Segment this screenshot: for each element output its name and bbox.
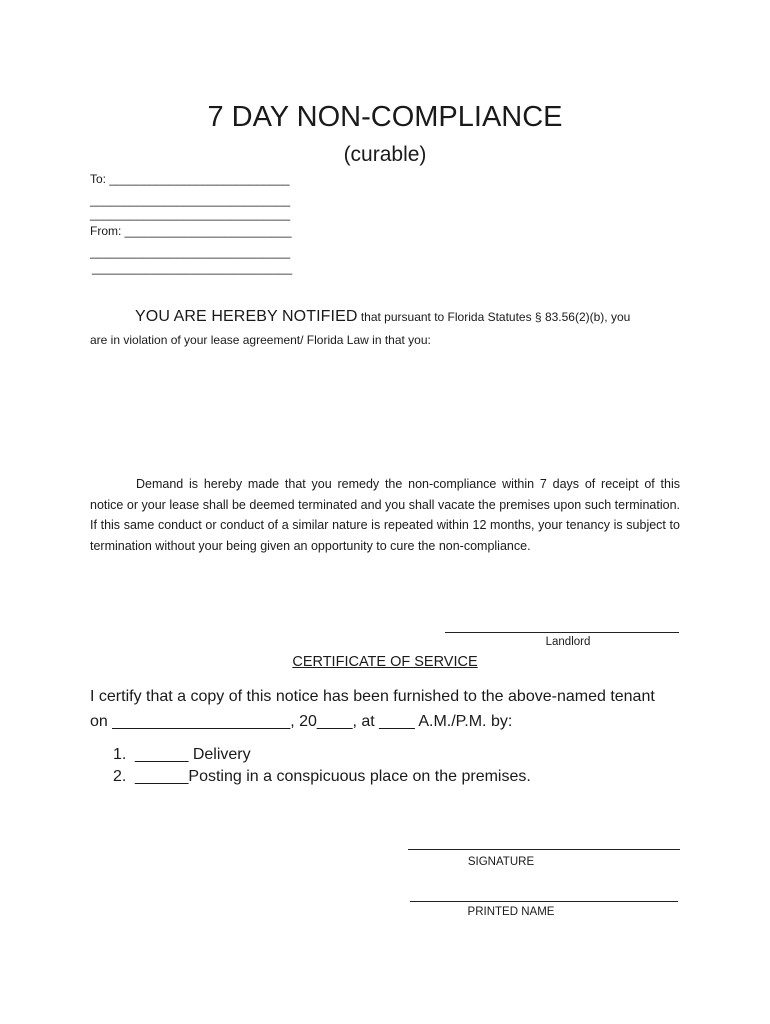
from-line: From: _________________________: [90, 224, 292, 238]
item-number: 2.: [113, 768, 127, 785]
notice-line-2: are in violation of your lease agreement/ Florida Law in that you:: [90, 333, 431, 347]
from-line-3: ______________________________: [92, 261, 293, 275]
certificate-heading: CERTIFICATE OF SERVICE: [292, 654, 478, 670]
document-title: 7 DAY NON-COMPLIANCE: [207, 101, 563, 133]
signature-label: SIGNATURE: [467, 856, 535, 868]
notice-lead: YOU ARE HEREBY NOTIFIED: [135, 308, 358, 325]
service-method-item: [113, 744, 573, 766]
to-line-2: ______________________________: [90, 193, 291, 207]
service-method-item: [113, 766, 573, 788]
item-number: 1.: [113, 746, 127, 763]
from-line-2: ______________________________: [90, 245, 291, 259]
document-subtitle: (curable): [343, 143, 427, 166]
certificate-line-1: I certify that a copy of this notice has been furnished to the above-named tenant: [90, 688, 655, 705]
item-text: ______ Delivery: [135, 746, 251, 763]
to-line-3: ______________________________: [90, 207, 291, 221]
landlord-label: Landlord: [545, 636, 591, 648]
demand-paragraph: Demand is hereby made that you remedy the non-compliance within 7 days of receipt of this notice or your lease shall be deemed terminated and you shall vacate the premises upon such termination. If this same conduct or conduct of a similar nature is repeated within 12 months, your tenancy is subject to termination without your being given an opportunity to cure the non-compliance.: [90, 477, 680, 553]
notice-rest: that pursuant to Florida Statutes § 83.56(2)(b), you: [357, 310, 631, 324]
signature-line: [408, 849, 680, 850]
to-line: To: ___________________________: [90, 172, 290, 186]
item-text: ______Posting in a conspicuous place on the premises.: [135, 768, 531, 785]
landlord-signature-line: [445, 632, 679, 633]
printed-name-label: PRINTED NAME: [467, 906, 555, 918]
notice-line-1: [135, 306, 630, 328]
certificate-line-2: on ____________________, 20____, at ____ A.M./P.M. by:: [90, 713, 513, 730]
printed-name-line: [410, 901, 678, 902]
